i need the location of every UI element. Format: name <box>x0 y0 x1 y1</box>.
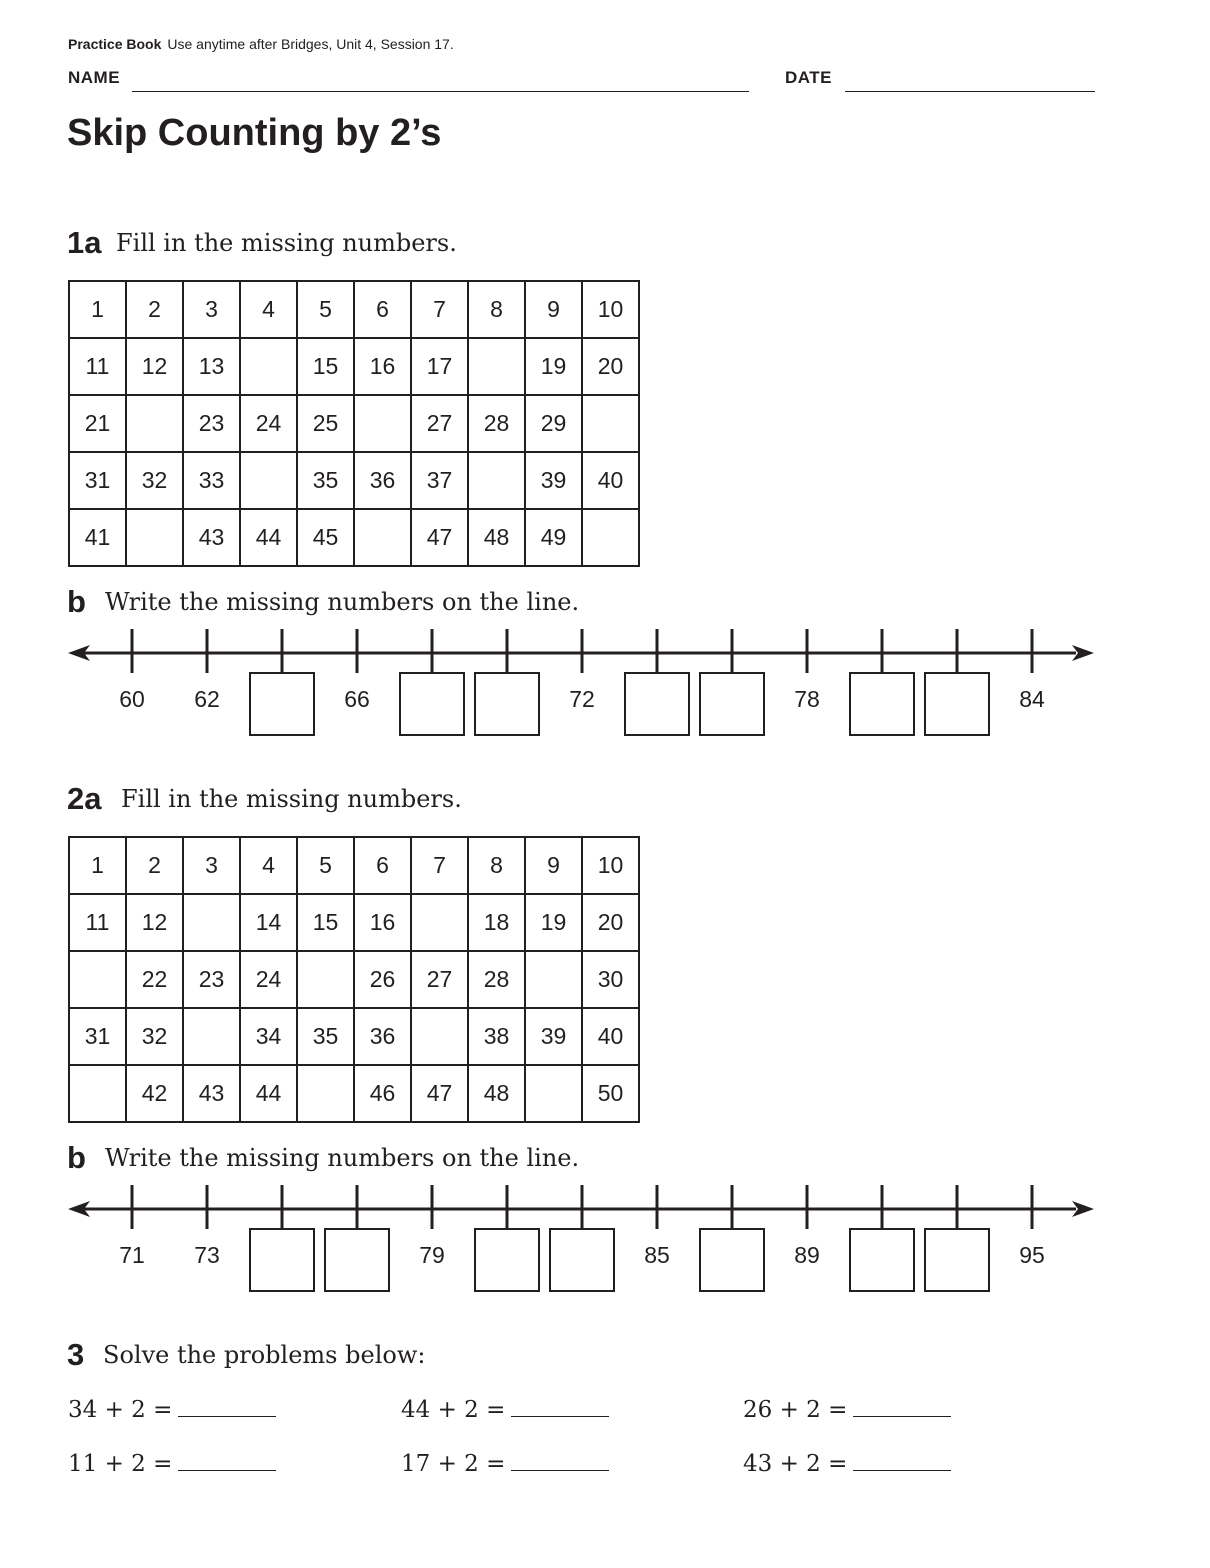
tick-label: 72 <box>569 686 595 712</box>
name-label: NAME <box>68 68 121 87</box>
grid-cell: 43 <box>183 1065 240 1122</box>
grid-cell: 12 <box>126 338 183 395</box>
answer-box[interactable] <box>250 673 314 735</box>
grid-cell: 50 <box>582 1065 639 1122</box>
grid-cell: 33 <box>183 452 240 509</box>
grid-cell: 19 <box>525 338 582 395</box>
grid-cell: 16 <box>354 894 411 951</box>
grid-cell: 40 <box>582 1008 639 1065</box>
question-3-text: Solve the problems below: <box>103 1341 426 1369</box>
grid-cell: 21 <box>69 395 126 452</box>
question-2b-text: Write the missing numbers on the line. <box>105 1144 580 1172</box>
grid-cell: 39 <box>525 452 582 509</box>
grid-cell: 23 <box>183 395 240 452</box>
grid-cell: 5 <box>297 837 354 894</box>
number-line-2 <box>60 1176 1100 1301</box>
grid-cell: 35 <box>297 452 354 509</box>
grid-cell-blank[interactable] <box>183 1008 240 1065</box>
grid-cell: 2 <box>126 837 183 894</box>
problem <box>401 1450 609 1477</box>
answer-box[interactable] <box>700 673 764 735</box>
grid-cell: 46 <box>354 1065 411 1122</box>
grid-cell-blank[interactable] <box>240 452 297 509</box>
grid-cell-blank[interactable] <box>468 452 525 509</box>
problem <box>743 1450 951 1477</box>
grid-cell-blank[interactable] <box>183 894 240 951</box>
answer-box[interactable] <box>850 1229 914 1291</box>
grid-cell: 10 <box>582 281 639 338</box>
grid-cell: 19 <box>525 894 582 951</box>
answer-blank[interactable] <box>178 1396 276 1417</box>
grid-cell-blank[interactable] <box>582 395 639 452</box>
tick-label: 60 <box>119 686 145 712</box>
grid-cell: 48 <box>468 1065 525 1122</box>
page-title: Skip Counting by 2’s <box>67 112 442 154</box>
grid-cell: 27 <box>411 395 468 452</box>
grid-cell: 1 <box>69 281 126 338</box>
grid-cell: 47 <box>411 509 468 566</box>
grid-row <box>69 1008 639 1065</box>
grid-cell: 8 <box>468 837 525 894</box>
answer-box[interactable] <box>925 673 989 735</box>
answer-blank[interactable] <box>511 1450 609 1471</box>
grid-cell: 24 <box>240 951 297 1008</box>
grid-cell: 2 <box>126 281 183 338</box>
date-field[interactable] <box>845 91 1095 92</box>
grid-cell: 7 <box>411 837 468 894</box>
grid-cell: 44 <box>240 1065 297 1122</box>
grid-cell: 34 <box>240 1008 297 1065</box>
tick-label: 95 <box>1019 1242 1045 1268</box>
tick-label: 84 <box>1019 686 1045 712</box>
answer-blank[interactable] <box>853 1396 951 1417</box>
grid-cell-blank[interactable] <box>354 395 411 452</box>
grid-row <box>69 951 639 1008</box>
answer-box[interactable] <box>625 673 689 735</box>
grid-cell: 43 <box>183 509 240 566</box>
grid-cell: 41 <box>69 509 126 566</box>
grid-cell: 6 <box>354 281 411 338</box>
grid-cell-blank[interactable] <box>525 1065 582 1122</box>
grid-cell: 37 <box>411 452 468 509</box>
grid-cell: 13 <box>183 338 240 395</box>
grid-cell: 32 <box>126 1008 183 1065</box>
tick-label: 78 <box>794 686 820 712</box>
grid-cell: 49 <box>525 509 582 566</box>
answer-box[interactable] <box>925 1229 989 1291</box>
grid-cell: 45 <box>297 509 354 566</box>
answer-box[interactable] <box>475 673 539 735</box>
grid-cell-blank[interactable] <box>354 509 411 566</box>
grid-cell: 11 <box>69 894 126 951</box>
grid-cell: 28 <box>468 951 525 1008</box>
problem <box>68 1450 276 1477</box>
grid-cell: 48 <box>468 509 525 566</box>
grid-cell: 14 <box>240 894 297 951</box>
problem <box>743 1396 951 1423</box>
grid-cell: 32 <box>126 452 183 509</box>
grid-row <box>69 281 639 338</box>
grid-row <box>69 509 639 566</box>
header-note-line <box>68 36 454 52</box>
question-1a-text: Fill in the missing numbers. <box>116 229 457 257</box>
grid-cell: 28 <box>468 395 525 452</box>
grid-cell-blank[interactable] <box>69 951 126 1008</box>
grid-cell: 31 <box>69 452 126 509</box>
grid-row <box>69 452 639 509</box>
question-1b-number: b <box>67 584 86 619</box>
grid-cell: 20 <box>582 894 639 951</box>
grid-cell: 3 <box>183 281 240 338</box>
answer-box[interactable] <box>400 673 464 735</box>
date-label: DATE <box>785 68 833 87</box>
tick-label: 85 <box>644 1242 670 1268</box>
answer-box[interactable] <box>250 1229 314 1291</box>
question-2a-text: Fill in the missing numbers. <box>121 785 462 813</box>
grid-cell: 30 <box>582 951 639 1008</box>
answer-box[interactable] <box>550 1229 614 1291</box>
grid-row <box>69 338 639 395</box>
grid-row <box>69 894 639 951</box>
tick-label: 62 <box>194 686 220 712</box>
practice-book-label: Practice Book <box>68 36 162 52</box>
grid-cell: 22 <box>126 951 183 1008</box>
problem-text: 11 + 2 = <box>68 1451 173 1477</box>
grid-cell: 17 <box>411 338 468 395</box>
grid-cell: 29 <box>525 395 582 452</box>
grid-cell: 44 <box>240 509 297 566</box>
name-field[interactable] <box>132 91 749 92</box>
grid-cell-blank[interactable] <box>582 509 639 566</box>
tick-label: 66 <box>344 686 370 712</box>
grid-cell: 10 <box>582 837 639 894</box>
answer-blank[interactable] <box>853 1450 951 1471</box>
grid-cell-blank[interactable] <box>69 1065 126 1122</box>
grid-cell: 36 <box>354 1008 411 1065</box>
tick-label: 79 <box>419 1242 445 1268</box>
grid-cell: 5 <box>297 281 354 338</box>
grid-cell: 4 <box>240 837 297 894</box>
answer-blank[interactable] <box>511 1396 609 1417</box>
grid-cell: 8 <box>468 281 525 338</box>
grid-cell: 47 <box>411 1065 468 1122</box>
grid-cell-blank[interactable] <box>411 1008 468 1065</box>
grid-cell: 42 <box>126 1065 183 1122</box>
grid-cell: 25 <box>297 395 354 452</box>
grid-cell: 9 <box>525 281 582 338</box>
grid-cell: 24 <box>240 395 297 452</box>
grid-cell-blank[interactable] <box>468 338 525 395</box>
grid-cell: 40 <box>582 452 639 509</box>
answer-box[interactable] <box>325 1229 389 1291</box>
grid-cell: 31 <box>69 1008 126 1065</box>
problem-text: 34 + 2 = <box>68 1397 173 1423</box>
problem-text: 43 + 2 = <box>743 1451 848 1477</box>
grid-cell-blank[interactable] <box>411 894 468 951</box>
question-3-number: 3 <box>67 1337 85 1372</box>
grid-cell: 4 <box>240 281 297 338</box>
grid-cell-blank[interactable] <box>297 951 354 1008</box>
grid-cell: 26 <box>354 951 411 1008</box>
grid-cell: 20 <box>582 338 639 395</box>
question-2a-number: 2a <box>67 781 102 816</box>
grid-cell-blank[interactable] <box>126 509 183 566</box>
answer-blank[interactable] <box>178 1450 276 1471</box>
grid-cell: 16 <box>354 338 411 395</box>
grid-cell-blank[interactable] <box>126 395 183 452</box>
problem-text: 44 + 2 = <box>401 1397 506 1423</box>
grid-cell: 7 <box>411 281 468 338</box>
grid-cell: 38 <box>468 1008 525 1065</box>
number-grid-2 <box>68 836 640 1123</box>
problem <box>401 1396 609 1423</box>
answer-box[interactable] <box>475 1229 539 1291</box>
grid-cell: 15 <box>297 894 354 951</box>
tick-label: 73 <box>194 1242 220 1268</box>
problem-text: 26 + 2 = <box>743 1397 848 1423</box>
tick-label: 89 <box>794 1242 820 1268</box>
grid-row <box>69 837 639 894</box>
grid-cell-blank[interactable] <box>525 951 582 1008</box>
answer-box[interactable] <box>700 1229 764 1291</box>
grid-cell: 11 <box>69 338 126 395</box>
grid-cell: 35 <box>297 1008 354 1065</box>
header-note: Use anytime after Bridges, Unit 4, Session 17. <box>167 36 454 52</box>
grid-cell: 3 <box>183 837 240 894</box>
grid-cell: 9 <box>525 837 582 894</box>
number-line-1 <box>60 620 1100 745</box>
grid-cell: 36 <box>354 452 411 509</box>
grid-cell: 39 <box>525 1008 582 1065</box>
number-grid-1 <box>68 280 640 567</box>
grid-cell-blank[interactable] <box>297 1065 354 1122</box>
problem <box>68 1396 276 1423</box>
grid-row <box>69 1065 639 1122</box>
grid-row <box>69 395 639 452</box>
grid-cell: 27 <box>411 951 468 1008</box>
grid-cell: 6 <box>354 837 411 894</box>
problem-text: 17 + 2 = <box>401 1451 506 1477</box>
grid-cell-blank[interactable] <box>240 338 297 395</box>
tick-label: 71 <box>119 1242 145 1268</box>
grid-cell: 15 <box>297 338 354 395</box>
answer-box[interactable] <box>850 673 914 735</box>
grid-cell: 1 <box>69 837 126 894</box>
question-1a-number: 1a <box>67 225 102 260</box>
grid-cell: 18 <box>468 894 525 951</box>
question-1b-text: Write the missing numbers on the line. <box>105 588 580 616</box>
question-2b-number: b <box>67 1140 86 1175</box>
grid-cell: 12 <box>126 894 183 951</box>
grid-cell: 23 <box>183 951 240 1008</box>
